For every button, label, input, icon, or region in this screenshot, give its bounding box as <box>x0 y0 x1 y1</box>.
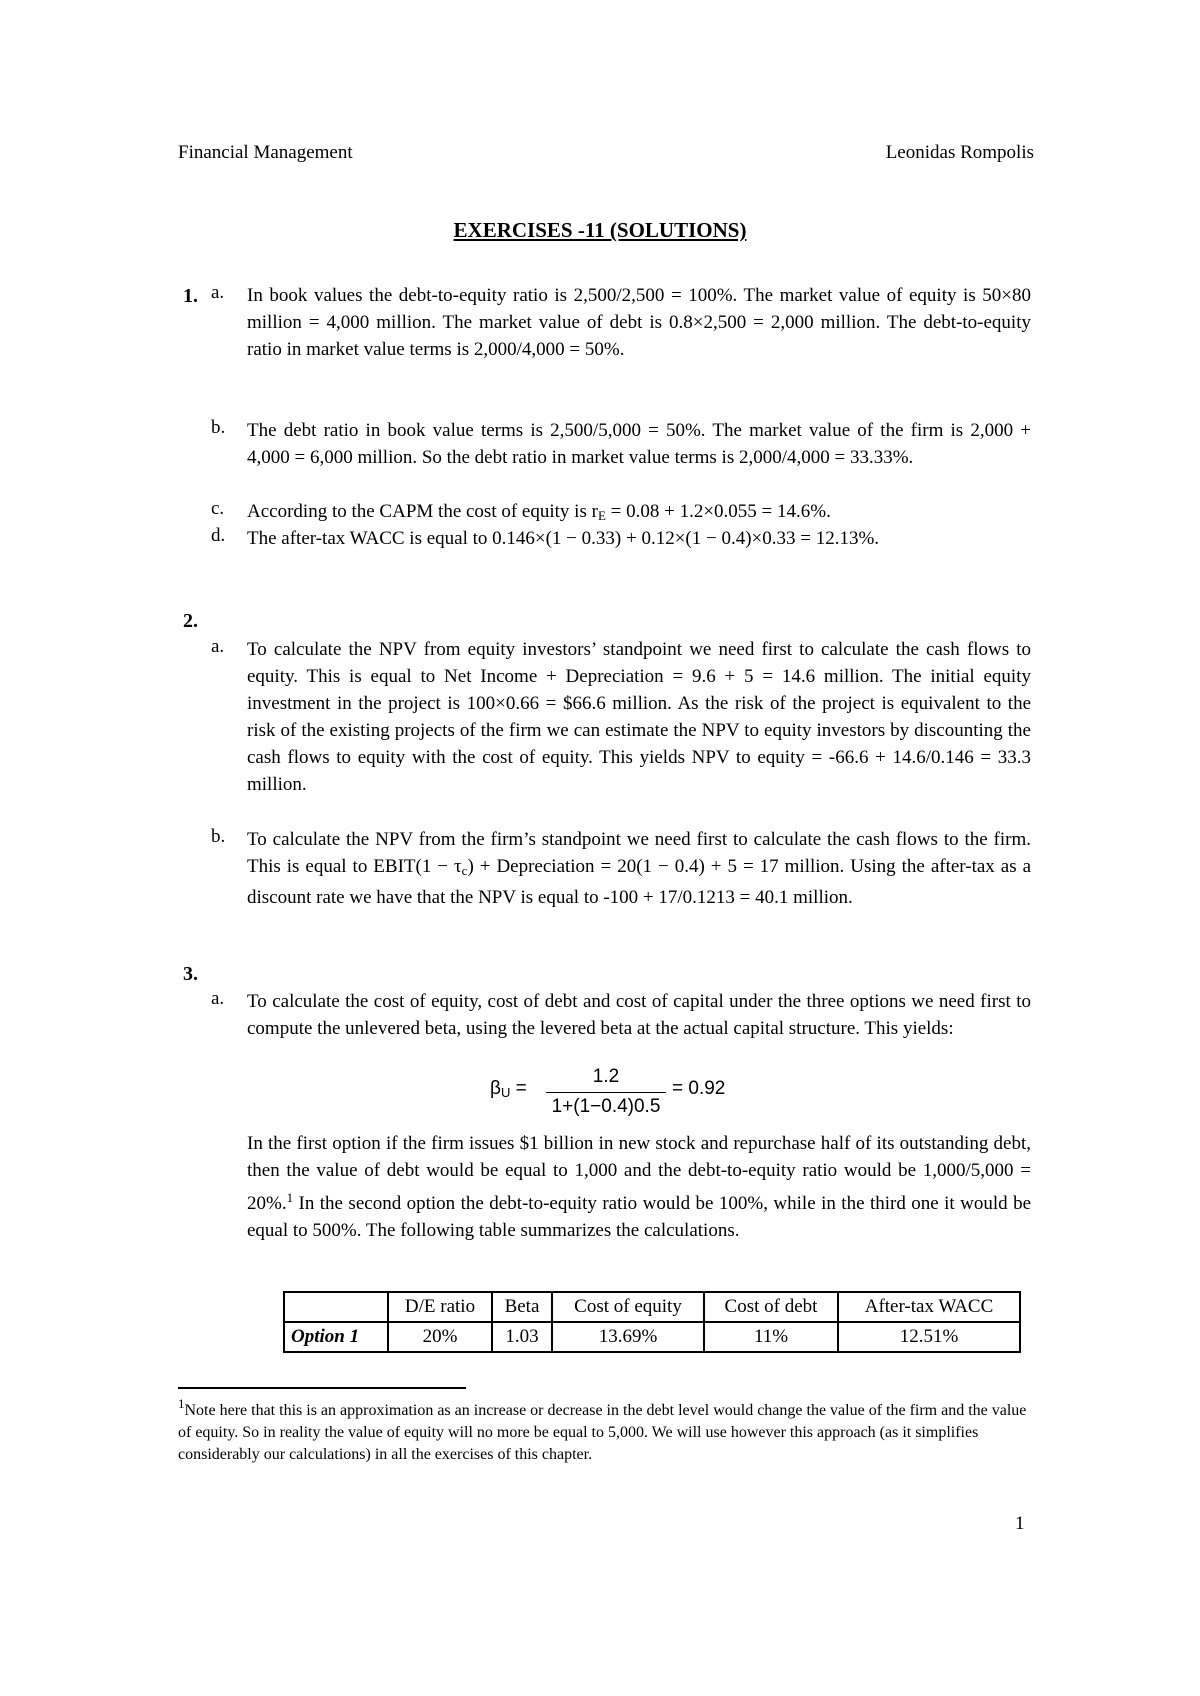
question-2-number: 2. <box>183 610 198 632</box>
q2-item-b <box>211 826 1031 911</box>
table-cell-option: Option 1 <box>284 1322 388 1352</box>
q3-item-a <box>211 988 1031 1042</box>
formula-result: = 0.92 <box>672 1078 726 1099</box>
q1-c-label: c. <box>211 498 225 519</box>
q1-b-text: The debt ratio in book value terms is 2,500/5,000 = 50%. The market value of the firm is 2,000 + 4,000 = 6,000 million. So the debt ratio in market value terms is 2,000/4,000 = 33.33%. <box>247 420 1031 468</box>
course-title: Financial Management <box>178 142 353 163</box>
footnote-mark: 1 <box>178 1396 185 1411</box>
q3-para-pre: In the first option if the firm issues $1 billion in new stock and repurchase half of its outstanding debt, then the value of debt would be equal to 1,000 and the debt-to-equity ratio would be 1,000/5,000 = 20%. <box>247 1133 1031 1214</box>
q1-item-a <box>211 282 1031 363</box>
q1-item-d <box>211 525 1031 552</box>
document-title: EXERCISES -11 (SOLUTIONS) <box>453 218 747 242</box>
footnote-text: Note here that this is an approximation as an increase or decrease in the debt level would change the value of the firm and the value of equity. So in reality the value of equity will no more be equal to 5,000. We will use however this approach (as it simplifies considerably our calculations) in all the exercises of this chapter. <box>178 1402 1027 1463</box>
q2-b-sub: c <box>461 863 468 878</box>
page-header <box>178 142 1034 164</box>
footnote-reference: 1 <box>286 1190 294 1205</box>
table-cell: 12.51% <box>838 1322 1020 1352</box>
q2-b-pre: To calculate the NPV from the firm’s standpoint we need first to calculate the cash flows to the firm. This is equal to EBIT(1 − τ <box>247 829 1031 877</box>
formula-denominator: 1+(1−0.4)0.5 <box>551 1096 661 1117</box>
table-header-cell: Beta <box>492 1292 552 1322</box>
table-cell: 20% <box>388 1322 492 1352</box>
q2-b-text <box>247 826 1031 911</box>
formula-equals: = <box>510 1078 527 1099</box>
formula-beta-symbol: β <box>490 1078 501 1099</box>
q3-paragraph <box>211 1130 1031 1244</box>
q2-b-label: b. <box>211 826 226 847</box>
table-header-cell: After-tax WACC <box>838 1292 1020 1322</box>
q1-c-pre: According to the CAPM the cost of equity is r <box>247 501 598 522</box>
table-row <box>284 1322 1020 1352</box>
table-cell: 11% <box>704 1322 838 1352</box>
q1-b-label: b. <box>211 417 226 438</box>
fraction-bar <box>546 1092 666 1093</box>
formula-fraction <box>546 1066 666 1118</box>
q1-c-sub: E <box>597 508 606 523</box>
page-number: 1 <box>1015 1513 1025 1534</box>
q1-a-text: In book values the debt-to-equity ratio is 2,500/2,500 = 100%. The market value of equity is 50×80 million = 4,000 million. The market value of debt is 0.8×2,500 = 2,000 million. The debt-to-equity ratio in market value terms is 2,000/4,000 = 50%. <box>247 285 1031 360</box>
q1-item-b <box>211 417 1031 471</box>
table-header-row <box>284 1292 1020 1322</box>
table-header-cell: D/E ratio <box>388 1292 492 1322</box>
q1-d-text: The after-tax WACC is equal to 0.146×(1 − 0.33) + 0.12×(1 − 0.4)×0.33 = 12.13%. <box>247 528 880 549</box>
q3-a-label: a. <box>211 988 225 1009</box>
table-cell: 13.69% <box>552 1322 704 1352</box>
q1-c-post: = 0.08 + 1.2×0.055 = 14.6%. <box>605 501 831 522</box>
formula-beta <box>490 1078 527 1100</box>
q1-d-label: d. <box>211 525 226 546</box>
table-cell: 1.03 <box>492 1322 552 1352</box>
q3-paragraph-indent <box>211 1130 247 1244</box>
formula-numerator: 1.2 <box>592 1066 620 1087</box>
footnote <box>178 1393 1038 1466</box>
q3-para-post: In the second option the debt-to-equity ratio would be 100%, while in the third one it would be equal to 500%. The following table summarizes the calculations. <box>247 1193 1031 1241</box>
author-name: Leonidas Rompolis <box>885 142 1034 163</box>
q2-a-label: a. <box>211 636 225 657</box>
summary-table <box>283 1291 1021 1353</box>
q3-paragraph-text <box>247 1130 1031 1244</box>
q2-a-text: To calculate the NPV from equity investors’ standpoint we need first to calculate the cash flows to equity. This is equal to Net Income + Depreciation = 9.6 + 5 = 14.6 million. The initial equity investment in the project is 100×0.66 = $66.6 million. As the risk of the project is equivalent to the risk of the existing projects of the firm we can estimate the NPV to equity investors by discounting the cash flows to equity with the cost of equity. This yields NPV to equity = -66.6 + 14.6/0.146 = 33.3 million. <box>247 639 1031 795</box>
q2-b-post: ) + Depreciation = 20(1 − 0.4) + 5 = 17 million. Using the after-tax as a discount rate we have that the NPV is equal to -100 + 17/0.1213 = 40.1 million. <box>247 856 1032 908</box>
footnote-separator <box>178 1387 466 1389</box>
formula-beta-sub: U <box>500 1085 511 1100</box>
question-3-number: 3. <box>183 963 198 985</box>
table-header-cell: Cost of equity <box>552 1292 704 1322</box>
table-header-cell <box>284 1292 388 1322</box>
question-1-number: 1. <box>183 285 198 307</box>
q2-item-a <box>211 636 1031 798</box>
q3-a-text: To calculate the cost of equity, cost of debt and cost of capital under the three options we need first to compute the unlevered beta, using the levered beta at the actual capital structure. This yields: <box>247 991 1031 1039</box>
table-header-cell: Cost of debt <box>704 1292 838 1322</box>
q1-a-label: a. <box>211 282 225 303</box>
